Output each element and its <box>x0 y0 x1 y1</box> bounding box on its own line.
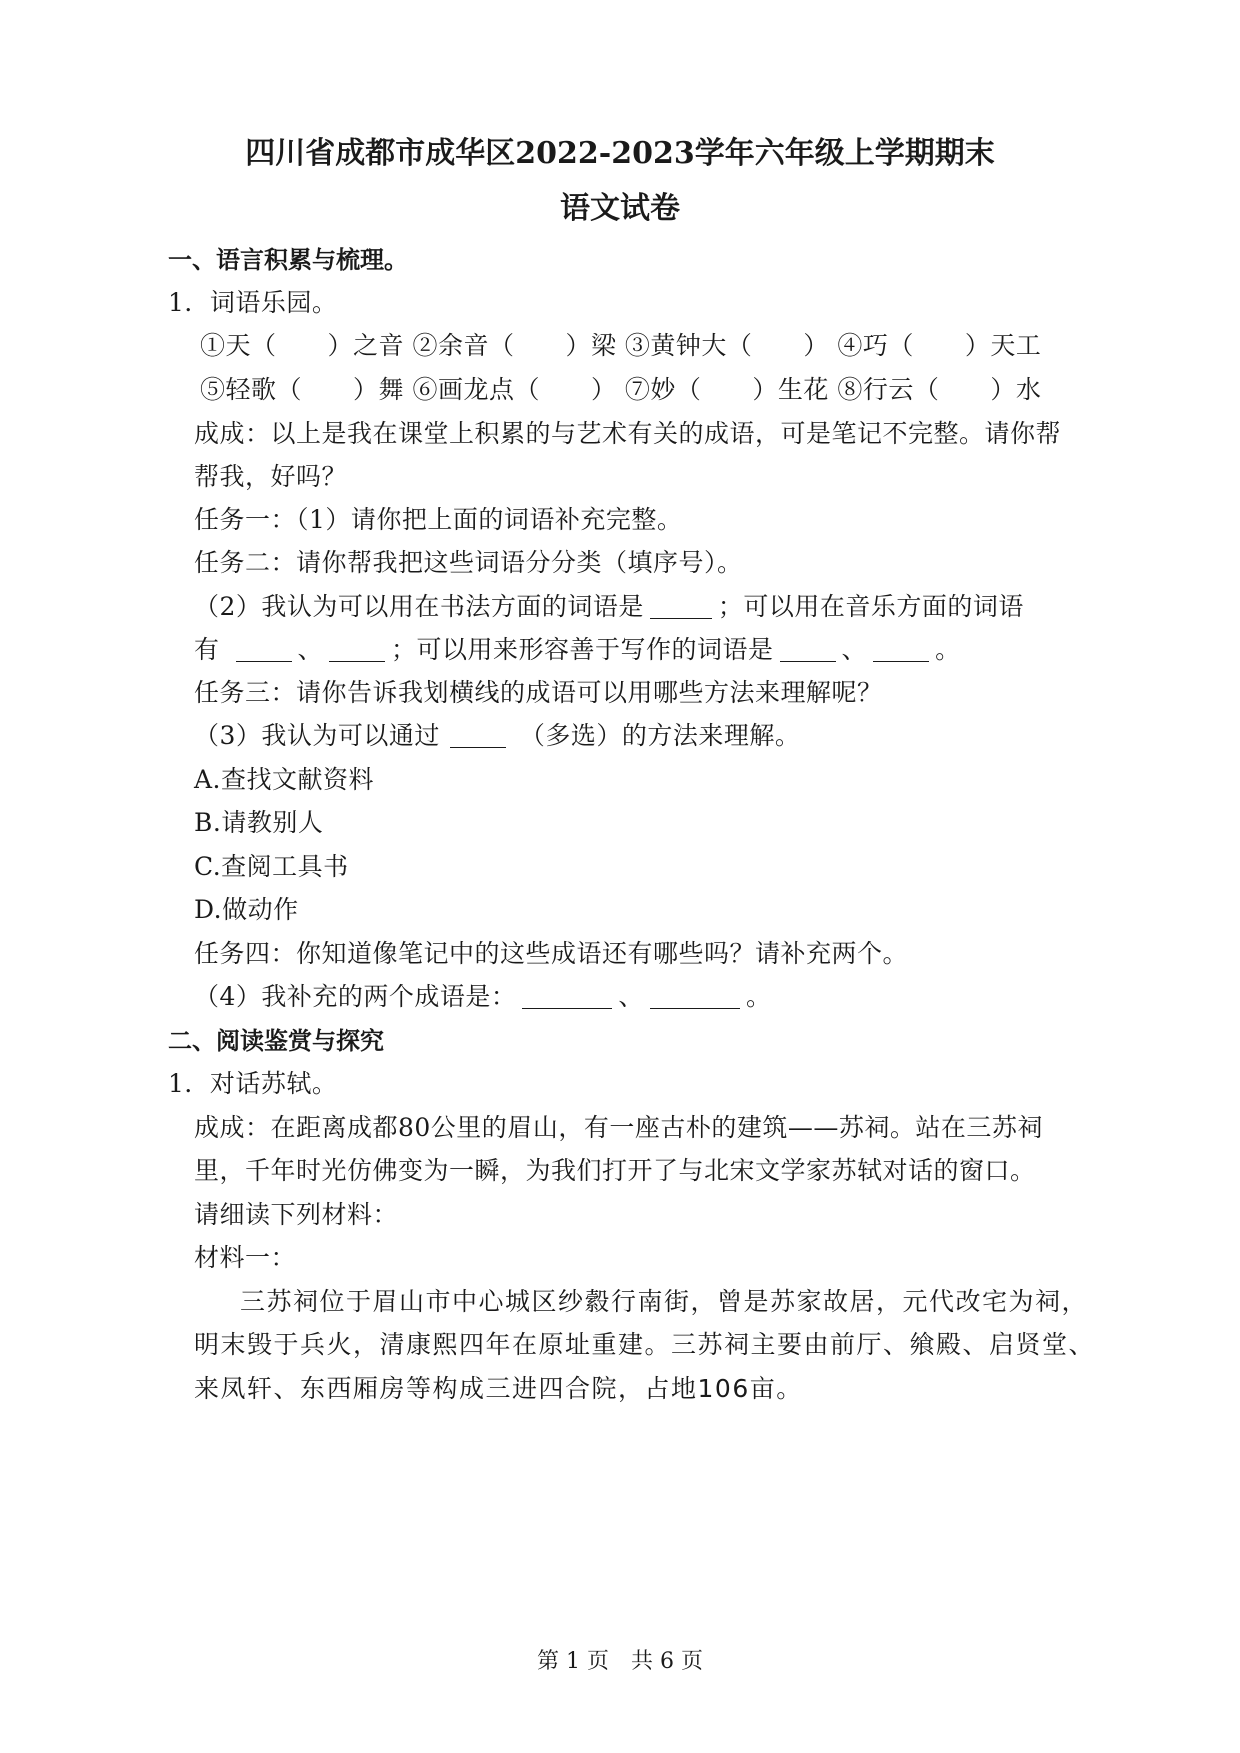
writing-answer-blank-2[interactable] <box>873 637 929 662</box>
material1-line2: 明末毁于兵火，清康熙四年在原址重建。三苏祠主要由前厅、飨殿、启贤堂、 <box>194 1330 1096 1359</box>
material1-label: 材料一： <box>194 1243 297 1272</box>
exam-title-line2: 语文试卷 <box>560 191 680 226</box>
intro-text-line1: 成成：以上是我在课堂上积累的与艺术有关的成语，可是笔记不完整。请你帮 <box>194 419 1062 448</box>
option-d: D.做动作 <box>194 895 299 924</box>
question2-line1 <box>194 590 1024 624</box>
separator-comma: 、 <box>618 982 644 1011</box>
question4-text-a: （4）我补充的两个成语是： <box>194 982 517 1011</box>
question1-label-section2: 1．对话苏轼。 <box>168 1069 338 1098</box>
idioms-row2: ⑤轻歌（ ）舞 ⑥画龙点（ ） ⑦妙（ ）生花 ⑧行云（ ）水 <box>200 375 1042 404</box>
writing-answer-blank-1[interactable] <box>780 637 836 662</box>
question2-text-d: ；可以用来形容善于写作的词语是 <box>391 635 774 664</box>
calligraphy-answer-blank[interactable] <box>650 594 712 619</box>
question2-text-a: （2）我认为可以用在书法方面的词语是 <box>194 592 644 621</box>
section2-heading: 二、阅读鉴赏与探究 <box>168 1026 384 1055</box>
option-c: C.查阅工具书 <box>194 852 349 881</box>
music-answer-blank-1[interactable] <box>236 637 292 662</box>
question3-text-a: （3）我认为可以通过 <box>194 721 440 750</box>
exam-title-line1: 四川省成都市成华区2022-2023学年六年级上学期期末 <box>245 136 995 171</box>
section2-intro-line1: 成成：在距离成都80公里的眉山，有一座古朴的建筑——苏祠。站在三苏祠 <box>194 1113 1043 1142</box>
task4-text: 任务四：你知道像笔记中的这些成语还有哪些吗？请补充两个。 <box>194 939 909 968</box>
task1-text: 任务一：（1）请你把上面的词语补充完整。 <box>194 505 683 534</box>
material1-line3: 来凤轩、东西厢房等构成三进四合院，占地106亩。 <box>194 1374 803 1403</box>
question3-text-b: （多选）的方法来理解。 <box>519 721 801 750</box>
end-punctuation: 。 <box>935 635 961 664</box>
section2-intro-line2: 里，千年时光仿佛变为一瞬，为我们打开了与北宋文学家苏轼对话的窗口。 <box>194 1156 1036 1185</box>
idiom-answer-blank-2[interactable] <box>650 984 740 1009</box>
question1-label: 1．词语乐园。 <box>168 288 338 317</box>
page-number-footer: 第 1 页 共 6 页 <box>537 1649 703 1674</box>
material1-line1: 三苏祠位于眉山市中心城区纱縠行南街，曾是苏家故居，元代改宅为祠， <box>240 1287 1089 1316</box>
idiom-answer-blank-1[interactable] <box>522 984 612 1009</box>
idioms-row1: ①天（ ）之音 ②余音（ ）梁 ③黄钟大（ ） ④巧（ ）天工 <box>200 331 1042 360</box>
task3-text: 任务三：请你告诉我划横线的成语可以用哪些方法来理解呢？ <box>194 678 883 707</box>
separator-comma: 、 <box>297 635 324 664</box>
section1-heading: 一、语言积累与梳理。 <box>168 245 408 274</box>
question2-text-b: ；可以用在音乐方面的词语 <box>717 592 1024 621</box>
end-punctuation: 。 <box>745 982 772 1011</box>
method-answer-blank[interactable] <box>450 723 506 748</box>
reading-instruction: 请细读下列材料： <box>194 1200 399 1229</box>
music-answer-blank-2[interactable] <box>329 637 385 662</box>
separator-comma: 、 <box>841 635 868 664</box>
option-a: A.查找文献资料 <box>194 765 375 794</box>
question2-text-c: 有 <box>194 635 220 664</box>
question4-line <box>194 980 771 1014</box>
option-b: B.请教别人 <box>194 808 324 837</box>
question3-line <box>194 719 800 753</box>
intro-text-line2: 帮我，好吗？ <box>194 462 348 491</box>
question2-line2 <box>194 633 961 667</box>
task2-text: 任务二：请你帮我把这些词语分分类（填序号）。 <box>194 548 743 577</box>
